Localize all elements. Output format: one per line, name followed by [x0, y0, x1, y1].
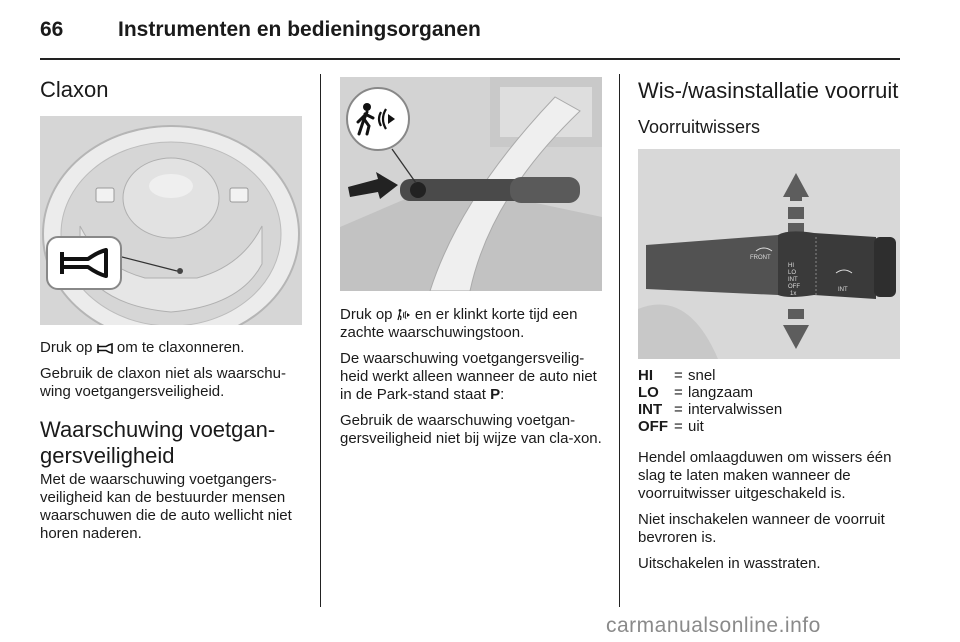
- definition-term: HI: [638, 367, 653, 384]
- stalk-label-int2: INT: [838, 287, 848, 293]
- pedestrian-callout-circle: [346, 87, 410, 151]
- paragraph-pedestrian-usage: Gebruik de waarschuwing voetgan-gersveiligheid niet bij wijze van cla-xon.: [340, 412, 602, 447]
- horn-callout-box: [46, 236, 122, 290]
- wiper-settings-table: [638, 367, 786, 435]
- paragraph-pedestrian-intro: Met de waarschuwing voetgangers-veiligheid kan de bestuurder mensen waarschuwen die de auto wellicht niet horen naderen.: [40, 471, 292, 542]
- definition-desc: intervalwissen: [688, 401, 783, 418]
- stalk-label-int: INT: [788, 277, 798, 283]
- section-heading-wipers: Wis-/wasinstallatie voorruit: [638, 78, 899, 103]
- definition-row: [638, 418, 786, 435]
- column-horn: [40, 72, 305, 551]
- column-pedestrian: [340, 72, 605, 456]
- subheading-windscreen-wipers: Voorruitwissers: [638, 117, 761, 137]
- definition-desc: uit: [688, 418, 704, 435]
- definition-desc: snel: [688, 367, 716, 384]
- paragraph-pedestrian-press: Druk op en er klinkt korte tijd een zachte waarschuwingstoon.: [340, 306, 578, 341]
- pedestrian-sound-icon: [397, 309, 411, 321]
- definition-term: LO: [638, 384, 659, 401]
- pedestrian-warning-illustration: [340, 77, 602, 291]
- page-header: [40, 14, 920, 46]
- definition-row: [638, 367, 786, 384]
- definition-term: INT: [638, 401, 663, 418]
- definition-eq: =: [674, 418, 683, 435]
- definition-desc: langzaam: [688, 384, 754, 401]
- paragraph-wiper-carwash: Uitschakelen in wasstraten.: [638, 555, 821, 572]
- stalk-label-off: OFF: [788, 284, 800, 290]
- stalk-label-1x: 1x: [790, 291, 797, 297]
- paragraph-wiper-single: Hendel omlaagduwen om wissers één slag te laten maken wanneer de voorruitwisser uitgeschakeld is.: [638, 449, 892, 502]
- definition-term: OFF: [638, 418, 668, 435]
- horn-icon: [97, 343, 113, 354]
- column-wipers: [638, 72, 903, 581]
- pedestrian-sound-icon: [355, 102, 401, 136]
- definition-eq: =: [674, 401, 683, 418]
- paragraph-horn-warning: Gebruik de claxon niet als waarschu-wing voetgangersveiligheid.: [40, 365, 286, 400]
- definition-eq: =: [674, 384, 683, 401]
- section-heading-horn: Claxon: [40, 77, 109, 102]
- definition-row: [638, 384, 786, 401]
- watermark: carmanualsonline.info: [606, 614, 821, 637]
- paragraph-wiper-frozen: Niet inschakelen wanneer de voorruit bevroren is.: [638, 511, 885, 546]
- horn-icon: [58, 248, 110, 278]
- column-divider-2: [619, 74, 620, 607]
- header-rule: [40, 58, 900, 60]
- paragraph-pedestrian-condition: De waarschuwing voetgangersveilig-heid werkt alleen wanneer de auto niet in de Park-stand staat P:: [340, 350, 597, 403]
- stalk-label-hi: HI: [788, 263, 794, 269]
- page-number: 66: [40, 18, 64, 41]
- wiper-stalk-illustration: [638, 149, 900, 359]
- steering-wheel-illustration: [40, 116, 302, 325]
- stalk-label-front: FRONT: [750, 255, 771, 261]
- definition-row: [638, 401, 786, 418]
- chapter-title: Instrumenten en bedieningsorganen: [118, 18, 481, 41]
- paragraph-horn-press: Druk op om te claxonneren.: [40, 339, 245, 356]
- column-divider-1: [320, 74, 321, 607]
- stalk-label-lo: LO: [788, 270, 797, 276]
- section-heading-pedestrian-warning: Waarschuwing voetgan-gersveiligheid: [40, 417, 276, 468]
- definition-eq: =: [674, 367, 683, 384]
